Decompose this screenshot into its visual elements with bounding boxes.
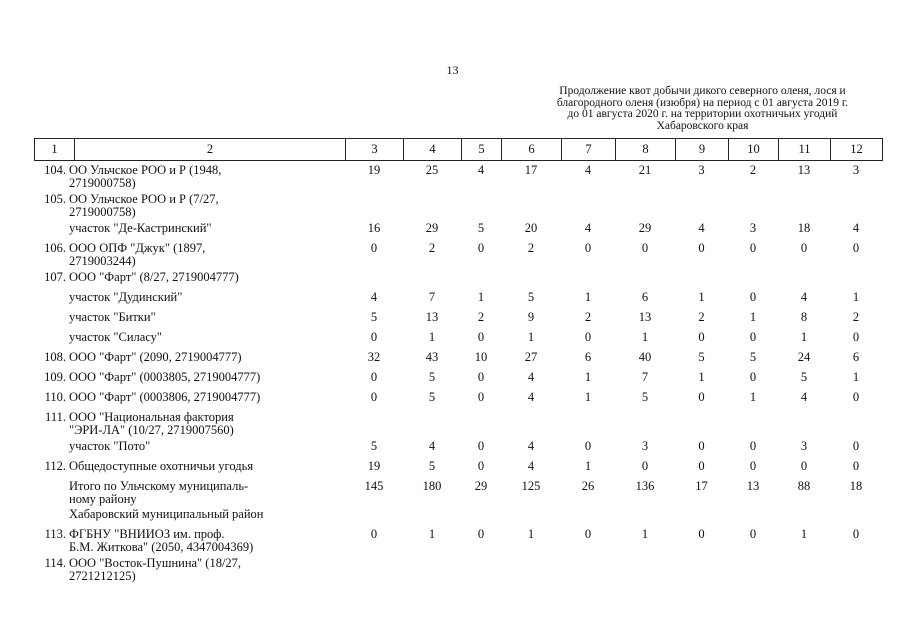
table-row bbox=[34, 508, 882, 528]
quota-value bbox=[345, 271, 403, 291]
quota-value: 13 bbox=[425, 310, 439, 324]
quota-value: 32 bbox=[367, 350, 381, 364]
column-header: 9 bbox=[676, 139, 729, 161]
quota-value: 10 bbox=[474, 350, 488, 364]
quota-value: 26 bbox=[581, 479, 595, 493]
quota-value bbox=[561, 411, 615, 440]
organization-name bbox=[69, 557, 345, 586]
quota-value: 0 bbox=[584, 527, 592, 541]
table-row bbox=[34, 311, 882, 331]
quota-value: 0 bbox=[477, 370, 485, 384]
quota-value: 1 bbox=[428, 330, 436, 344]
quota-value bbox=[728, 271, 778, 291]
quota-value: 4 bbox=[428, 439, 436, 453]
quota-value: 0 bbox=[749, 459, 757, 473]
quota-value: 5 bbox=[749, 350, 757, 364]
quota-value: 7 bbox=[428, 290, 436, 304]
quota-value bbox=[461, 508, 501, 528]
quota-value: 2 bbox=[698, 310, 705, 324]
row-index: 111. bbox=[45, 410, 66, 424]
row-index: 113. bbox=[44, 527, 66, 541]
organization-name-line: ООО "Фарт" (2090, 2719004777) bbox=[69, 350, 242, 364]
table-row bbox=[34, 557, 882, 586]
quota-value: 40 bbox=[638, 350, 652, 364]
quota-value bbox=[561, 508, 615, 528]
quota-value: 0 bbox=[749, 330, 757, 344]
quota-value: 19 bbox=[367, 459, 381, 473]
table-row bbox=[34, 271, 882, 291]
quota-value: 1 bbox=[584, 290, 592, 304]
row-index: 109. bbox=[44, 370, 66, 384]
quota-value bbox=[830, 271, 882, 291]
quota-value bbox=[615, 193, 675, 222]
quota-value bbox=[345, 557, 403, 586]
quota-value: 1 bbox=[800, 527, 808, 541]
organization-name-line: 2719003244) bbox=[69, 253, 136, 268]
quota-value: 0 bbox=[698, 527, 705, 541]
quota-value bbox=[345, 508, 403, 528]
quota-value: 145 bbox=[364, 479, 384, 493]
quota-value bbox=[501, 508, 561, 528]
organization-name bbox=[69, 460, 345, 480]
quota-value: 0 bbox=[698, 241, 705, 255]
quota-value bbox=[675, 271, 728, 291]
quota-value: 3 bbox=[698, 163, 705, 177]
quota-value: 4 bbox=[370, 290, 378, 304]
quota-value: 0 bbox=[584, 330, 592, 344]
caption-line: благородного оленя (изюбря) на период с 01 августа 2019 г. bbox=[556, 96, 849, 109]
quota-value: 8 bbox=[800, 310, 808, 324]
quota-value: 0 bbox=[698, 439, 705, 453]
row-index: 114. bbox=[44, 556, 66, 570]
quota-value bbox=[615, 557, 675, 586]
quota-value: 0 bbox=[852, 527, 860, 541]
quota-value: 3 bbox=[641, 439, 649, 453]
caption-line: Хабаровского края bbox=[656, 120, 749, 133]
quota-value: 0 bbox=[477, 241, 485, 255]
quota-value: 13 bbox=[638, 310, 652, 324]
quota-value: 1 bbox=[527, 527, 535, 541]
quota-value: 5 bbox=[477, 221, 485, 235]
quota-value: 2 bbox=[749, 163, 757, 177]
row-index: 110. bbox=[44, 390, 66, 404]
column-header: 4 bbox=[404, 139, 462, 161]
organization-name-line: ООО "Фарт" (8/27, 2719004777) bbox=[69, 270, 239, 284]
quota-value: 6 bbox=[641, 290, 649, 304]
quota-value bbox=[675, 193, 728, 222]
quota-value bbox=[675, 411, 728, 440]
table-row bbox=[34, 371, 882, 391]
quota-value bbox=[345, 411, 403, 440]
quota-value: 1 bbox=[698, 290, 705, 304]
quota-value: 2 bbox=[527, 241, 535, 255]
quota-value bbox=[501, 271, 561, 291]
quota-value: 0 bbox=[852, 330, 860, 344]
quota-value: 136 bbox=[635, 479, 655, 493]
quota-value: 17 bbox=[695, 479, 708, 493]
quota-value: 1 bbox=[641, 330, 649, 344]
quota-value: 4 bbox=[527, 370, 535, 384]
quota-value: 7 bbox=[641, 370, 649, 384]
table-row bbox=[34, 331, 882, 351]
quota-value: 0 bbox=[852, 439, 860, 453]
quota-value: 1 bbox=[584, 370, 592, 384]
organization-name-line: 2719000758) bbox=[69, 204, 136, 219]
organization-name-line: ООО "Фарт" (0003805, 2719004777) bbox=[69, 370, 261, 384]
quota-value: 0 bbox=[477, 459, 485, 473]
organization-name bbox=[69, 164, 345, 193]
quota-value: 4 bbox=[584, 163, 592, 177]
table-row bbox=[34, 193, 882, 222]
quota-value: 1 bbox=[428, 527, 436, 541]
quota-value bbox=[615, 508, 675, 528]
quota-value: 0 bbox=[477, 390, 485, 404]
quota-value: 125 bbox=[521, 479, 541, 493]
quota-value: 5 bbox=[370, 310, 378, 324]
quota-value bbox=[345, 193, 403, 222]
page-number: 13 bbox=[446, 63, 459, 77]
quota-value: 13 bbox=[746, 479, 760, 493]
organization-name-line: ОО Ульчское РОО и Р (1948, bbox=[69, 163, 222, 177]
quota-value bbox=[728, 411, 778, 440]
table-row bbox=[34, 460, 882, 480]
quota-value: 0 bbox=[749, 241, 757, 255]
quota-value: 0 bbox=[477, 527, 485, 541]
organization-name bbox=[69, 222, 345, 242]
quota-value: 5 bbox=[641, 390, 649, 404]
row-index bbox=[34, 311, 69, 331]
organization-name-line: Б.М. Житкова" (2050, 4347004369) bbox=[69, 539, 254, 554]
quota-value bbox=[830, 508, 882, 528]
quota-value: 5 bbox=[527, 290, 535, 304]
quota-value: 3 bbox=[852, 163, 860, 177]
quota-value: 4 bbox=[800, 390, 808, 404]
quota-value: 2 bbox=[477, 310, 485, 324]
organization-name bbox=[69, 391, 345, 411]
quota-value: 0 bbox=[749, 527, 757, 541]
organization-name-line: 2721212125) bbox=[69, 568, 136, 583]
organization-name-line: Общедоступные охотничьи угодья bbox=[69, 459, 254, 473]
organization-name-line: участок "Силасу" bbox=[69, 330, 163, 344]
quota-value bbox=[778, 508, 830, 528]
quota-value: 1 bbox=[852, 370, 860, 384]
organization-name-line: ОО Ульчское РОО и Р (7/27, bbox=[69, 192, 219, 206]
quota-value bbox=[501, 411, 561, 440]
table-row bbox=[34, 391, 882, 411]
column-header-row bbox=[35, 139, 883, 161]
quota-value bbox=[778, 557, 830, 586]
quota-value: 4 bbox=[527, 439, 535, 453]
row-index: 105. bbox=[44, 192, 66, 206]
quota-value: 0 bbox=[370, 527, 378, 541]
column-header: 12 bbox=[831, 139, 883, 161]
table-row bbox=[34, 480, 882, 508]
quota-value: 1 bbox=[749, 310, 757, 324]
quota-value: 0 bbox=[370, 241, 378, 255]
organization-name-line: участок "Битки" bbox=[69, 310, 156, 324]
table-row bbox=[34, 440, 882, 460]
quota-value: 0 bbox=[370, 370, 378, 384]
quota-value: 19 bbox=[367, 163, 381, 177]
quota-value: 25 bbox=[425, 163, 439, 177]
table-row bbox=[34, 242, 882, 271]
quota-value: 1 bbox=[584, 390, 592, 404]
quota-value: 0 bbox=[370, 330, 378, 344]
organization-name-line: 2719000758) bbox=[69, 175, 136, 190]
quota-value: 88 bbox=[797, 479, 811, 493]
quota-value: 27 bbox=[524, 350, 538, 364]
organization-name-line: Итого по Ульчскому муниципаль- bbox=[69, 479, 249, 493]
quota-value: 1 bbox=[477, 290, 485, 304]
quota-value bbox=[830, 411, 882, 440]
quota-value: 18 bbox=[797, 221, 811, 235]
caption-line: до 01 августа 2020 г. на территории охотничьих угодий bbox=[567, 108, 838, 121]
quota-value: 4 bbox=[800, 290, 808, 304]
organization-name bbox=[69, 291, 345, 311]
organization-name-line: ООО "Национальная фактория bbox=[69, 410, 234, 424]
row-index: 104. bbox=[44, 163, 66, 177]
quota-value: 2 bbox=[428, 241, 436, 255]
quota-value: 1 bbox=[698, 370, 705, 384]
quota-value: 4 bbox=[477, 163, 485, 177]
quota-value: 0 bbox=[852, 390, 860, 404]
quota-value bbox=[675, 508, 728, 528]
quota-value bbox=[403, 193, 461, 222]
quota-value bbox=[403, 557, 461, 586]
quota-value: 1 bbox=[584, 459, 592, 473]
quota-value: 21 bbox=[638, 163, 652, 177]
row-index bbox=[34, 291, 69, 311]
quota-value bbox=[830, 193, 882, 222]
quota-value: 1 bbox=[800, 330, 808, 344]
quota-value: 0 bbox=[749, 290, 757, 304]
quota-value: 0 bbox=[584, 241, 592, 255]
table-caption bbox=[530, 86, 875, 133]
quota-value: 0 bbox=[698, 390, 705, 404]
quota-value bbox=[728, 193, 778, 222]
organization-name bbox=[69, 351, 345, 371]
organization-name bbox=[69, 528, 345, 557]
quota-value: 6 bbox=[584, 350, 592, 364]
organization-name bbox=[69, 440, 345, 460]
quota-value: 18 bbox=[849, 479, 863, 493]
quota-value bbox=[403, 508, 461, 528]
quota-value: 17 bbox=[524, 163, 538, 177]
quota-value: 5 bbox=[428, 390, 436, 404]
quota-value bbox=[675, 557, 728, 586]
quota-value bbox=[461, 193, 501, 222]
organization-name-line: ФГБНУ "ВНИИОЗ им. проф. bbox=[69, 527, 225, 541]
organization-name bbox=[69, 271, 345, 291]
quota-value bbox=[615, 411, 675, 440]
quota-value: 3 bbox=[800, 439, 808, 453]
quota-value bbox=[778, 411, 830, 440]
quota-value: 4 bbox=[584, 221, 592, 235]
quota-value: 2 bbox=[852, 310, 860, 324]
column-header: 3 bbox=[346, 139, 404, 161]
organization-name-line: "ЭРИ-ЛА" (10/27, 2719007560) bbox=[69, 422, 234, 437]
quota-value bbox=[778, 193, 830, 222]
quota-value: 29 bbox=[474, 479, 488, 493]
quota-value: 0 bbox=[370, 390, 378, 404]
organization-name-line: участок "Де-Кастринский" bbox=[69, 221, 212, 235]
row-index bbox=[34, 222, 69, 242]
quota-value bbox=[461, 557, 501, 586]
column-header: 10 bbox=[729, 139, 779, 161]
organization-name-line: Хабаровский муниципальный район bbox=[69, 507, 264, 521]
quota-value: 0 bbox=[852, 459, 860, 473]
quota-value: 0 bbox=[749, 370, 757, 384]
quota-value: 0 bbox=[800, 459, 808, 473]
organization-name-line: участок "Пото" bbox=[69, 439, 151, 453]
organization-name bbox=[69, 242, 345, 271]
table-row bbox=[34, 528, 882, 557]
quota-value: 16 bbox=[367, 221, 381, 235]
quota-value: 0 bbox=[749, 439, 757, 453]
organization-name bbox=[69, 480, 345, 508]
caption-line: Продолжение квот добычи дикого северного оленя, лося и bbox=[559, 85, 846, 97]
quota-value: 0 bbox=[698, 459, 705, 473]
column-header-table bbox=[34, 138, 883, 161]
table-row bbox=[34, 291, 882, 311]
quota-value bbox=[778, 271, 830, 291]
column-header: 5 bbox=[462, 139, 502, 161]
row-index bbox=[34, 480, 69, 508]
quota-value: 180 bbox=[422, 479, 442, 493]
quota-value: 1 bbox=[641, 527, 649, 541]
quota-value: 1 bbox=[527, 330, 535, 344]
table-row bbox=[34, 411, 882, 440]
quota-value bbox=[501, 193, 561, 222]
quota-value: 29 bbox=[425, 221, 439, 235]
organization-name bbox=[69, 193, 345, 222]
table-row bbox=[34, 351, 882, 371]
quota-value: 5 bbox=[800, 370, 808, 384]
quota-value: 0 bbox=[800, 241, 808, 255]
organization-name bbox=[69, 508, 345, 528]
row-index bbox=[34, 331, 69, 351]
organization-name-line: ООО ОПФ "Джук" (1897, bbox=[69, 241, 206, 255]
quota-value bbox=[561, 193, 615, 222]
row-index: 106. bbox=[44, 241, 66, 255]
quota-value: 0 bbox=[584, 439, 592, 453]
quota-value: 3 bbox=[749, 221, 757, 235]
quota-value: 5 bbox=[428, 459, 436, 473]
quota-value bbox=[561, 271, 615, 291]
quota-value: 4 bbox=[527, 459, 535, 473]
quota-value: 0 bbox=[698, 330, 705, 344]
row-index: 108. bbox=[44, 350, 66, 364]
quota-value: 0 bbox=[477, 330, 485, 344]
row-index: 112. bbox=[44, 459, 66, 473]
row-index: 107. bbox=[44, 270, 66, 284]
table-row bbox=[34, 164, 882, 193]
quota-value: 9 bbox=[527, 310, 535, 324]
column-header: 7 bbox=[562, 139, 616, 161]
quota-value bbox=[461, 411, 501, 440]
quota-value bbox=[728, 557, 778, 586]
quota-value: 0 bbox=[477, 439, 485, 453]
quota-value bbox=[830, 557, 882, 586]
quota-value: 13 bbox=[797, 163, 811, 177]
row-index bbox=[34, 508, 69, 528]
quota-value: 2 bbox=[584, 310, 592, 324]
quota-value: 5 bbox=[428, 370, 436, 384]
quota-value: 5 bbox=[698, 350, 705, 364]
quota-value bbox=[615, 271, 675, 291]
quota-value bbox=[403, 411, 461, 440]
quota-value: 4 bbox=[852, 221, 860, 235]
quota-value: 5 bbox=[370, 439, 378, 453]
quota-value: 24 bbox=[797, 350, 811, 364]
quota-value: 1 bbox=[852, 290, 860, 304]
quota-value: 43 bbox=[425, 350, 439, 364]
quota-table bbox=[34, 164, 882, 586]
organization-name bbox=[69, 331, 345, 351]
column-header: 2 bbox=[75, 139, 346, 161]
column-header: 11 bbox=[779, 139, 831, 161]
organization-name bbox=[69, 371, 345, 391]
organization-name-line: участок "Дудинский" bbox=[69, 290, 183, 304]
organization-name bbox=[69, 411, 345, 440]
organization-name-line: ООО "Фарт" (0003806, 2719004777) bbox=[69, 390, 261, 404]
quota-value: 6 bbox=[852, 350, 860, 364]
quota-value bbox=[728, 508, 778, 528]
quota-value bbox=[403, 271, 461, 291]
quota-value bbox=[461, 271, 501, 291]
quota-value: 20 bbox=[524, 221, 538, 235]
organization-name-line: ООО "Восток-Пушнина" (18/27, bbox=[69, 556, 242, 570]
column-header: 1 bbox=[35, 139, 75, 161]
row-index bbox=[34, 440, 69, 460]
quota-value bbox=[561, 557, 615, 586]
quota-value bbox=[501, 557, 561, 586]
quota-value: 4 bbox=[698, 221, 705, 235]
column-header: 8 bbox=[616, 139, 676, 161]
quota-value: 4 bbox=[527, 390, 535, 404]
table-row bbox=[34, 222, 882, 242]
column-header: 6 bbox=[502, 139, 562, 161]
organization-name bbox=[69, 311, 345, 331]
quota-value: 29 bbox=[638, 221, 652, 235]
organization-name-line: ному району bbox=[69, 491, 137, 506]
quota-value: 0 bbox=[641, 459, 649, 473]
quota-value: 0 bbox=[852, 241, 860, 255]
quota-value: 1 bbox=[749, 390, 757, 404]
quota-value: 0 bbox=[641, 241, 649, 255]
